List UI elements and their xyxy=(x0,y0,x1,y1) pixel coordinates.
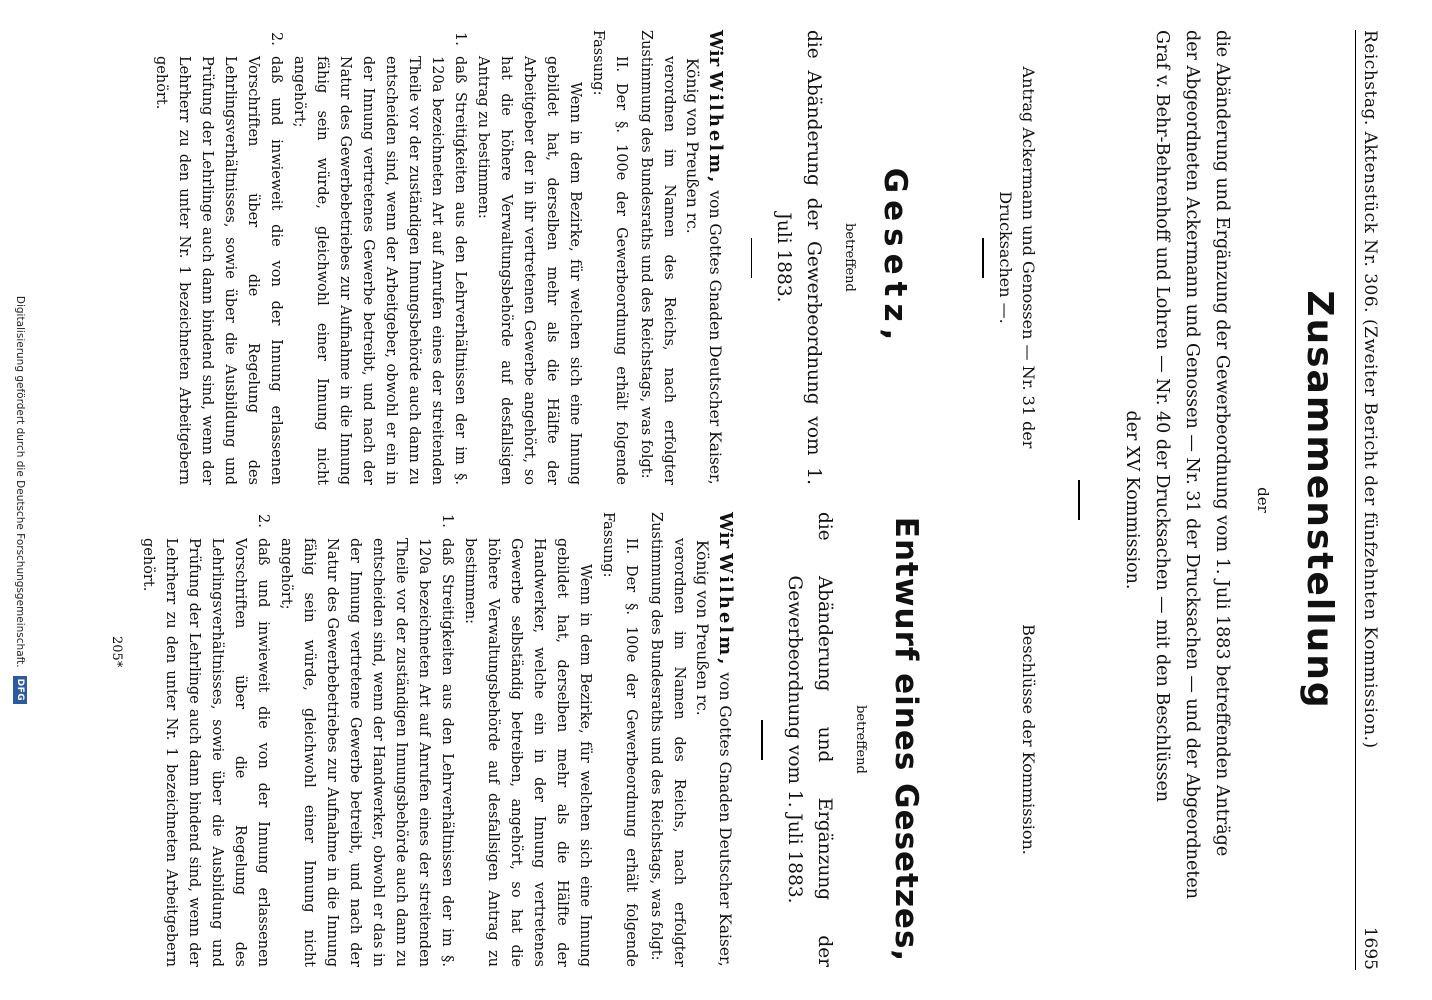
left-item-1-text: daß Streitigkeiten aus den Lehrverhältnissen der im §. 120a bezeichneten Art auf Anrufen eines der streitenden Theile vor der zuständigen Innungsbehörde auch dann zu entscheiden sind, wenn der Arbeitgeber, obwohl er ein in der Innung vertretenes Gewerbe betreibt, und nach der Natur des Gewerbebetriebes zur Aufnahme in die Innung fähig sein würde, gleichwohl einer Innung nicht angehört; xyxy=(291,56,468,485)
running-head-title: Reichstag. Aktenstück Nr. 306. (Zweiter Bericht der fünfzehnten Kommission.) xyxy=(1360,30,1380,749)
document-title: Zusammenstellung xyxy=(1299,290,1340,710)
divider-rule xyxy=(1079,480,1081,520)
right-item-2: 2. daß und inwieweit die von der Innung erlassenen Vorschriften über die Regelung des Lehrlingsverhältnisses, sowie über die Ausbildung und Prüfung der Lehrlinge auch dann bindend sind, wenn der Lehrherr zu den unter Nr. 1 bezeichneten Arbeitgebern gehört. xyxy=(140,514,272,967)
intro-line-4: der XV Kommission. xyxy=(1122,410,1142,590)
left-column xyxy=(149,30,1040,485)
right-item-2-text: daß und inwieweit die von der Innung erlassenen Vorschriften über die Regelung des Lehrlingsverhältnisses, sowie über die Ausbildung und Prüfung der Lehrlinge auch dann bindend sind, wenn der Lehrherr zu den unter Nr. 1 bezeichneten Arbeitgebern gehört. xyxy=(140,538,272,967)
right-betreffend: betreffend xyxy=(853,705,868,774)
right-subject: die Abänderung und Ergänzung der Gewerbeordnung vom 1. Juli 1883. xyxy=(784,512,835,967)
digitization-footer xyxy=(0,0,40,1000)
intro-paragraph xyxy=(1117,30,1237,970)
intro-line-3: Graf v. Behr-Behrenhoff und Lohren — Nr. 40 der Drucksachen — mit den Beschlüssen xyxy=(1152,30,1172,803)
sheet-signature: 205* xyxy=(109,636,124,668)
left-wilhelm: Wilhelm, xyxy=(705,71,726,186)
right-item-1: 1. daß Streitigkeiten aus den Lehrverhältnissen der im §. 120a bezeichneten Art auf Anrufen eines der streitenden Theile vor der zuständigen Innungsbehörde auch dann zu entscheiden sind, wenn der Handwerker, obwohl er das in der Innung vertretene Gewerbe betreibt, und nach der Natur des Gewerbebetriebes zur Aufnahme in die Innung fähig sein würde, gleichwohl einer Innung nicht angehört; xyxy=(278,514,456,967)
left-subject: die Abänderung der Gewerbeordnung vom 1. Juli 1883. xyxy=(773,30,825,485)
left-verordnen: verordnen im Namen des Reichs, nach erfolgter Zustimmung des Bundesraths und des Reichstags, was folgt: xyxy=(638,30,677,485)
right-wir-rest: von Gottes Gnaden Deutscher Kaiser, xyxy=(716,672,735,967)
left-heading: Gesetz, xyxy=(877,167,914,348)
right-column xyxy=(137,512,1041,967)
left-item-1: 1. daß Streitigkeiten aus den Lehrverhältnissen der im §. 120a bezeichneten Art auf Anrufen eines der streitenden Theile vor der zuständigen Innungsbehörde auch dann zu entscheiden sind, wenn der Arbeitgeber, obwohl er ein in der Innung vertretenes Gewerbe betreibt, und nach der Natur des Gewerbebetriebes zur Aufnahme in die Innung fähig sein würde, gleichwohl einer Innung nicht angehört; xyxy=(291,32,468,485)
left-koenig: König von Preußen rc. xyxy=(683,58,701,234)
right-subject-rule xyxy=(762,720,764,760)
left-wenn: Wenn in dem Bezirke, für welchen sich eine Innung gebildet hat, derselben mehr als die Hälfte der Arbeitgeber der in ihr vertretenen Gewerbe angehört, so hat die höhere Verwaltungsbehörde auf desfallsigen Antrag zu bestimmen: xyxy=(475,56,583,485)
intro-line-2: der Abgeordneten Ackermann und Genossen — Nr. 31 der Drucksachen — und der Abgeordneten xyxy=(1182,30,1202,899)
right-wir-line xyxy=(714,512,738,967)
left-antrag-rule xyxy=(983,238,985,278)
left-wir-line xyxy=(703,30,727,485)
right-section-ii: II. Der §. 100e der Gewerbeordnung erhält folgende Fassung: xyxy=(600,512,640,967)
right-heading: Entwurf eines Gesetzes, xyxy=(888,516,924,963)
intro-line-1: die Abänderung und Ergänzung der Gewerbeordnung vom 1. Juli 1883 betreffenden Anträge xyxy=(1212,30,1232,857)
left-item-2-text: daß und inwieweit die von der Innung erlassenen Vorschriften über die Regelung des Lehrlingsverhältnisses, sowie über die Ausbildung und Prüfung der Lehrlinge auch dann bindend sind, wenn der Lehrherr zu den unter Nr. 1 bezeichneten Arbeitgebern gehört. xyxy=(153,56,284,485)
right-item-1-text: daß Streitigkeiten aus den Lehrverhältnissen der im §. 120a bezeichneten Art auf Anrufen eines der streitenden Theile vor der zuständigen Innungsbehörde auch dann zu entscheiden sind, wenn der Handwerker, obwohl er das in der Innung vertretene Gewerbe betreibt, und nach der Natur des Gewerbebetriebes zur Aufnahme in die Innung fähig sein würde, gleichwohl einer Innung nicht angehört; xyxy=(278,538,456,967)
dfg-logo-icon: DFG xyxy=(13,676,27,705)
right-antrag: Beschlüsse der Kommission. xyxy=(1019,624,1038,855)
left-wir-rest: von Gottes Gnaden Deutscher Kaiser, xyxy=(706,190,724,485)
left-antrag: Antrag Ackermann und Genossen — Nr. 31 der Drucksachen —. xyxy=(996,66,1038,449)
right-wenn: Wenn in dem Bezirke, für welchen sich eine Innung gebildet hat, derselben mehr als die Hälfte der Handwerker, welche ein in der Innung vertretenes Gewerbe selbständig betreiben, angehört, so hat die höhere Verwaltungsbehörde auf desfallsigen Antrag zu bestimmen: xyxy=(462,538,594,967)
right-wilhelm: Wilhelm, xyxy=(715,553,737,668)
left-item-2: 2. daß und inwieweit die von der Innung erlassenen Vorschriften über die Regelung des Lehrlingsverhältnisses, sowie über die Ausbildung und Prüfung der Lehrlinge auch dann bindend sind, wenn der Lehrherr zu den unter Nr. 1 bezeichneten Arbeitgebern gehört. xyxy=(153,32,284,485)
right-koenig: König von Preußen rc. xyxy=(693,540,712,716)
digitization-text: Digitalisierung gefördert durch die Deutsche Forschungsgemeinschaft. xyxy=(14,295,26,668)
left-wir: Wir xyxy=(705,30,726,67)
right-verordnen: verordnen im Namen des Reichs, nach erfolgter Zustimmung des Bundesraths und des Reichstags, was folgt: xyxy=(648,512,688,967)
left-subject-rule xyxy=(751,238,753,278)
running-head xyxy=(1355,30,1392,970)
left-item-list xyxy=(149,30,471,485)
left-section-ii: II. Der §. 100e der Gewerbeordnung erhält folgende Fassung: xyxy=(590,30,629,485)
left-betreffend: betreffend xyxy=(842,223,858,292)
right-wir: Wir xyxy=(715,512,737,549)
title-der: der xyxy=(1254,487,1272,513)
page-number: 1695 xyxy=(1360,926,1380,970)
right-item-list xyxy=(137,512,459,967)
